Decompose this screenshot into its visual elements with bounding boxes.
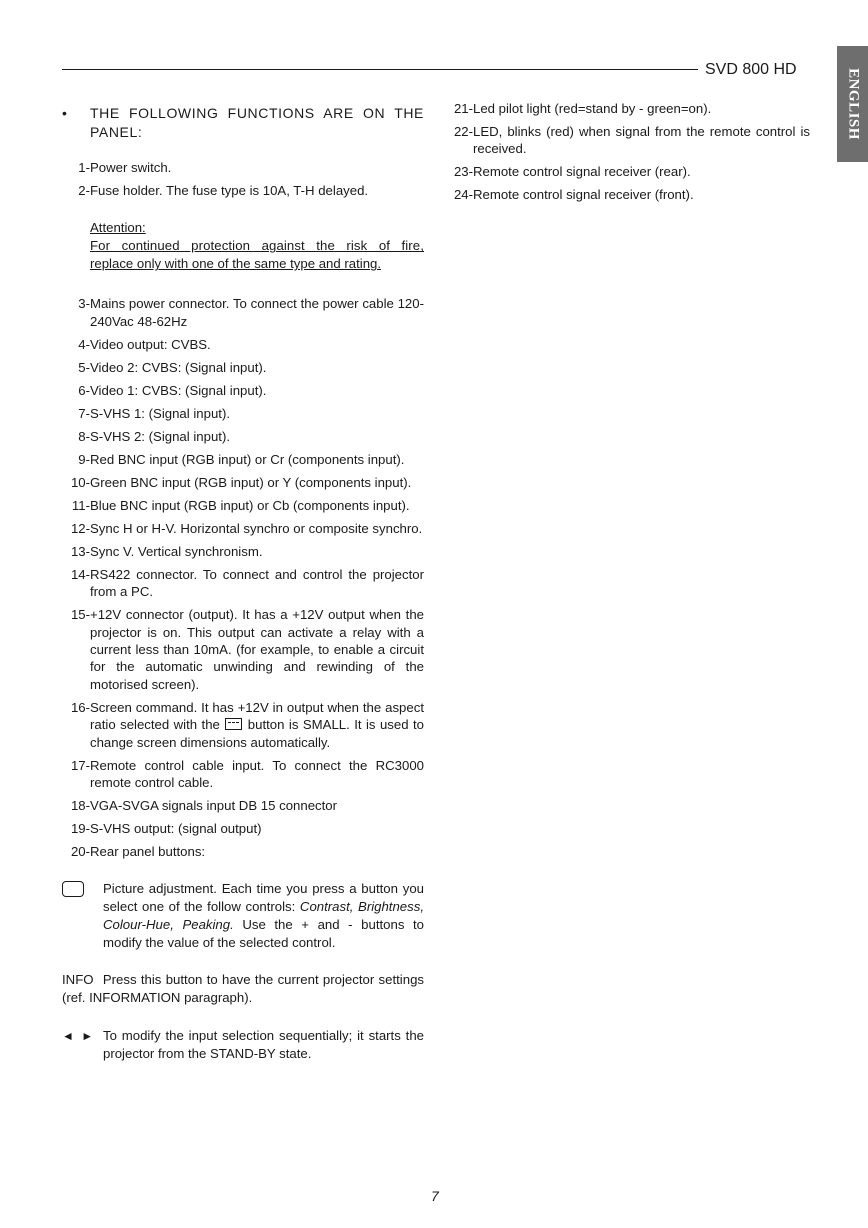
list-item bbox=[444, 100, 810, 117]
list-item bbox=[62, 757, 424, 792]
picture-adjust-description bbox=[103, 880, 424, 952]
list-item bbox=[62, 405, 424, 422]
item-text: Power switch. bbox=[90, 160, 172, 175]
item-number: 15- bbox=[70, 607, 90, 623]
item-number: 24- bbox=[453, 187, 473, 203]
item-text: RS422 connector. To connect and control the projector from a PC. bbox=[90, 566, 424, 600]
item-number: 12- bbox=[70, 520, 90, 536]
info-description bbox=[62, 971, 424, 1007]
attention-line-2: replace only with one of the same type and rating. bbox=[90, 256, 382, 272]
right-column bbox=[444, 100, 810, 209]
intro-text: THE FOLLOWING FUNCTIONS ARE ON THE PANEL: bbox=[90, 105, 424, 140]
item-text bbox=[90, 699, 424, 751]
item-16-text-after: button is SMALL. It is used to change screen dimensions automatically. bbox=[90, 717, 424, 750]
list-item bbox=[62, 843, 424, 860]
item-number: 17- bbox=[70, 757, 90, 773]
list-item bbox=[62, 336, 424, 353]
page-number: 7 bbox=[431, 1188, 439, 1204]
item-text: Video output: CVBS. bbox=[90, 336, 211, 352]
item-text: S-VHS 1: (Signal input). bbox=[90, 405, 230, 421]
list-item bbox=[62, 474, 424, 491]
list-item bbox=[62, 497, 424, 514]
item-number: 1- bbox=[78, 160, 90, 175]
item-number: 7- bbox=[78, 405, 90, 421]
item-text: Remote control cable input. To connect the RC3000 remote control cable. bbox=[90, 757, 424, 791]
info-label: INFO bbox=[62, 972, 94, 988]
item-number: 10- bbox=[70, 474, 90, 490]
list-item-16 bbox=[62, 699, 424, 751]
list-item bbox=[62, 159, 424, 176]
item-number: 20- bbox=[70, 844, 90, 860]
list-item bbox=[444, 186, 810, 203]
item-text: LED, blinks (red) when signal from the remote control is received. bbox=[473, 124, 810, 157]
aspect-ratio-icon bbox=[225, 718, 242, 730]
item-number: 6- bbox=[78, 382, 90, 398]
item-text: Red BNC input (RGB input) or Cr (components input). bbox=[90, 451, 405, 467]
item-text: Blue BNC input (RGB input) or Cb (components input). bbox=[90, 497, 410, 513]
item-text: Sync V. Vertical synchronism. bbox=[90, 543, 263, 559]
list-item bbox=[62, 428, 424, 445]
arrows-description: To modify the input selection sequentially; it starts the projector from the STAND-BY state. bbox=[103, 1028, 424, 1062]
info-text: Press this button to have the current projector settings (ref. INFORMATION paragraph). bbox=[62, 972, 424, 1006]
list-item bbox=[62, 382, 424, 399]
item-text: Led pilot light (red=stand by - green=on). bbox=[473, 101, 712, 116]
item-text: Video 1: CVBS: (Signal input). bbox=[90, 382, 267, 398]
language-tab-label: ENGLISH bbox=[845, 68, 861, 140]
attention-line-1: For continued protection against the risk of fire, bbox=[90, 238, 424, 254]
attention-title: Attention: bbox=[90, 220, 146, 236]
info-button-row bbox=[62, 971, 424, 1007]
item-number: 4- bbox=[78, 336, 90, 352]
list-item bbox=[62, 359, 424, 376]
arrows-button-row bbox=[62, 1027, 424, 1063]
item-text: Mains power connector. To connect the power cable 120-240Vac 48-62Hz bbox=[90, 296, 424, 329]
rounded-square-button-icon bbox=[62, 881, 84, 897]
item-number: 19- bbox=[70, 821, 90, 837]
left-column bbox=[62, 104, 424, 1063]
list-item bbox=[62, 451, 424, 468]
list-item bbox=[62, 543, 424, 560]
item-number: 2- bbox=[78, 183, 90, 198]
item-text: Remote control signal receiver (rear). bbox=[473, 164, 691, 180]
item-text: +12V connector (output). It has a +12V output when the projector is on. This output can activate a relay with a current less than 10mA. (for example, to enable a circuit for the automatic unwinding and rewinding of the motorised screen). bbox=[90, 607, 424, 692]
item-text: Video 2: CVBS: (Signal input). bbox=[90, 359, 267, 375]
list-item bbox=[62, 820, 424, 837]
item-16-text-before: Screen command. It has +12V in output when the aspect ratio selected with the bbox=[90, 699, 424, 733]
item-text: Remote control signal receiver (front). bbox=[473, 187, 694, 203]
language-tab bbox=[837, 46, 868, 162]
picture-adjust-text-1: Picture adjustment. Each time you press a button you select one of the follow controls: bbox=[103, 881, 424, 915]
attention-note bbox=[90, 219, 424, 273]
item-text: Sync H or H-V. Horizontal synchro or composite synchro. bbox=[90, 520, 423, 536]
item-number: 9- bbox=[78, 451, 90, 467]
item-text: Fuse holder. The fuse type is 10A, T-H delayed. bbox=[90, 183, 369, 198]
picture-adjust-controls: Contrast, Brightness, Colour-Hue, Peaking. bbox=[103, 899, 424, 933]
item-number: 16- bbox=[70, 699, 90, 715]
list-item bbox=[62, 295, 424, 330]
intro bbox=[62, 104, 424, 142]
picture-adjust-button-row bbox=[62, 880, 424, 952]
list-item bbox=[444, 123, 810, 158]
item-number: 23- bbox=[453, 164, 473, 180]
item-number: 22- bbox=[453, 124, 473, 139]
model-name: SVD 800 HD bbox=[705, 61, 797, 78]
left-right-arrows-icon: ◄ ► bbox=[62, 1029, 96, 1044]
item-number: 8- bbox=[78, 428, 90, 444]
item-number: 5- bbox=[78, 359, 90, 375]
list-item bbox=[444, 163, 810, 180]
item-number: 13- bbox=[70, 543, 90, 559]
header-rule bbox=[62, 69, 698, 70]
item-number: 3- bbox=[78, 296, 90, 312]
bullet-icon: • bbox=[62, 105, 68, 121]
item-number: 11- bbox=[71, 497, 90, 513]
list-item bbox=[62, 182, 424, 199]
item-number: 21- bbox=[453, 101, 473, 116]
item-text: S-VHS 2: (Signal input). bbox=[90, 428, 230, 444]
item-number: 18- bbox=[70, 798, 90, 814]
item-text: VGA-SVGA signals input DB 15 connector bbox=[90, 798, 338, 814]
list-item bbox=[62, 606, 424, 693]
item-text: Rear panel buttons: bbox=[90, 844, 206, 860]
list-item bbox=[62, 520, 424, 537]
item-number: 14- bbox=[70, 566, 90, 582]
list-item bbox=[62, 797, 424, 814]
picture-adjust-text-2: Use the + and - buttons to modify the value of the selected control. bbox=[103, 917, 424, 951]
list-item bbox=[62, 566, 424, 601]
item-text: S-VHS output: (signal output) bbox=[90, 821, 262, 837]
item-text: Green BNC input (RGB input) or Y (components input). bbox=[90, 474, 412, 490]
